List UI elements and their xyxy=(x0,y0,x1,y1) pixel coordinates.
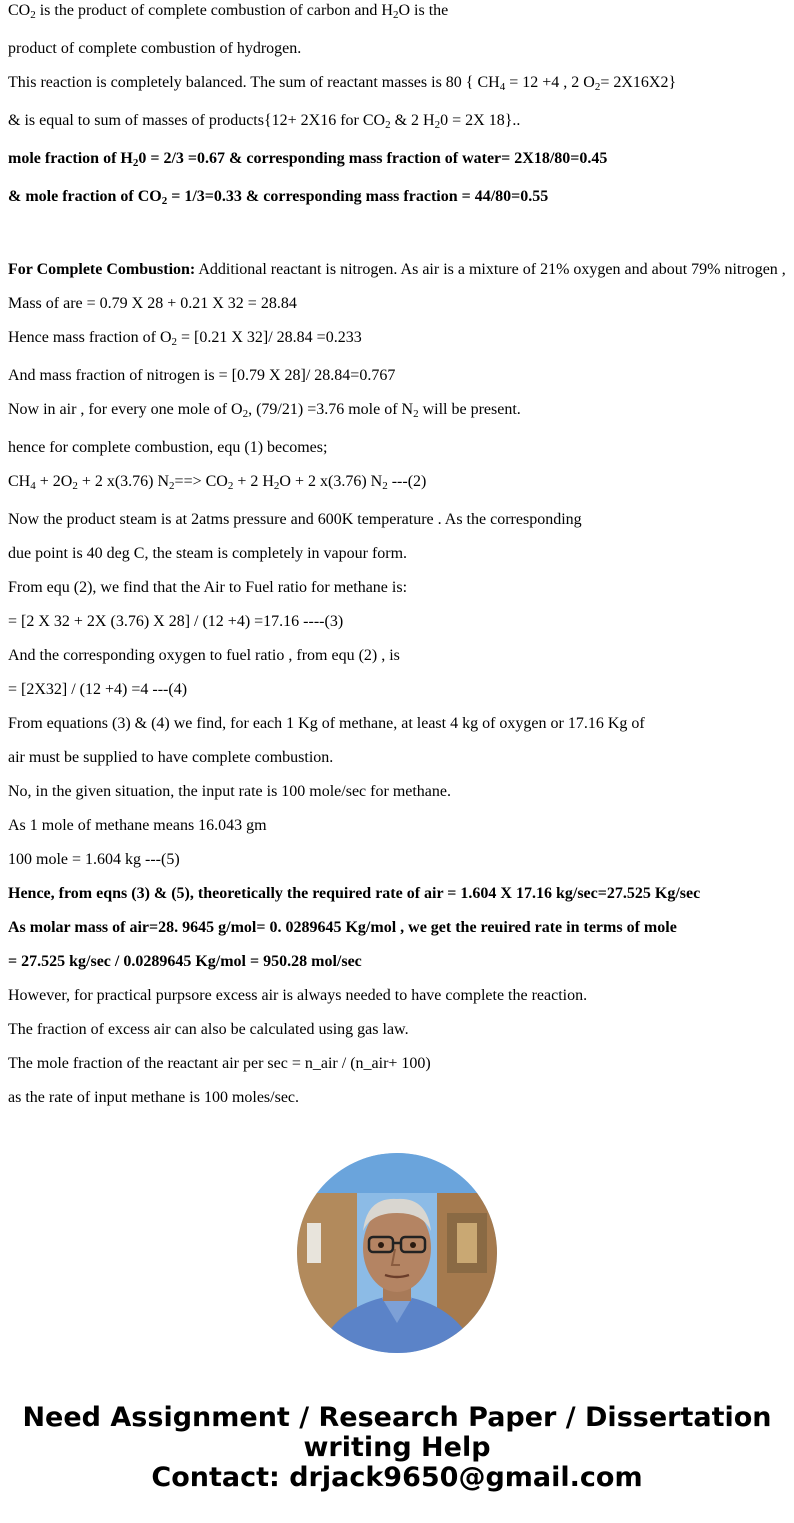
text-line: No, in the given situation, the input rate is 100 mole/sec for methane. xyxy=(8,783,452,800)
text-line: Now in air , for every one mole of $O_2$, (79/21) =3.76 mole of $N_2$ will be present. xyxy=(8,401,521,420)
cta-line-1: Need Assignment / Research Paper / Dissertation xyxy=(22,1402,772,1433)
text-line: product of complete combustion of hydrogen. xyxy=(8,40,302,57)
text-line: $CO_2$ is the product of complete combustion of carbon and $H_2O$ is the xyxy=(8,2,449,21)
text-line: mole fraction of $H_20 = 2/3 =0.67$ & corresponding mass fraction of water= 2X18/80=0.45 xyxy=(8,150,608,169)
text-line: = [2 X 32 + 2X (3.76) X 28] / (12 +4) =17.16 ----(3) xyxy=(8,613,344,630)
author-avatar xyxy=(297,1153,497,1353)
subscript: 2 xyxy=(413,408,419,420)
text-line: 100 mole = 1.604 kg ---(5) xyxy=(8,851,180,868)
text-line: due point is 40 deg C, the steam is completely in vapour form. xyxy=(8,545,408,562)
text-line: And mass fraction of nitrogen is = [0.79 X 28]/ 28.84=0.767 xyxy=(8,367,396,384)
text-line: Hence, from eqns (3) & (5), theoretically the required rate of air = 1.604 X 17.16 kg/sec=27.525 Kg/sec xyxy=(8,885,701,902)
subscript: 2 xyxy=(132,157,139,169)
subscript: 2 xyxy=(72,480,78,492)
subscript: 2 xyxy=(594,81,601,93)
portrait-image xyxy=(297,1153,497,1353)
subscript: 2 xyxy=(382,480,388,492)
text-line: The fraction of excess air can also be calculated using gas law. xyxy=(8,1021,409,1038)
subscript: 2 xyxy=(227,480,234,492)
text-line: & mole fraction of $CO_2 = 1/3=0.33$ & corresponding mass fraction = 44/80=0.55 xyxy=(8,188,549,207)
subscript: 2 xyxy=(434,119,441,131)
subscript: 2 xyxy=(169,480,175,492)
subscript: 2 xyxy=(242,408,249,420)
contact-banner xyxy=(0,1403,794,1493)
text-line: hence for complete combustion, equ (1) becomes; xyxy=(8,439,328,456)
section-heading: For Complete Combustion: xyxy=(8,261,196,278)
text-line: = 27.525 kg/sec / 0.0289645 Kg/mol = 950.28 mol/sec xyxy=(8,953,362,970)
text-line: as the rate of input methane is 100 moles/sec. xyxy=(8,1089,300,1106)
cta-line-3: Contact: drjack9650@gmail.com xyxy=(151,1462,643,1493)
text-line: From equations (3) & (4) we find, for each 1 Kg of methane, at least 4 kg of oxygen or 17.16 Kg of xyxy=(8,715,645,732)
text-line: air must be supplied to have complete combustion. xyxy=(8,749,334,766)
text-line: From equ (2), we find that the Air to Fuel ratio for methane is: xyxy=(8,579,408,596)
subscript: 2 xyxy=(385,119,391,131)
subscript: 4 xyxy=(30,480,36,492)
text-line: & is equal to sum of masses of products{12+ 2X16 for $CO_2$ & 2 $H_20 = 2X$ 18}.. xyxy=(8,112,521,131)
subscript: 2 xyxy=(392,9,399,21)
text-line: = [2X32] / (12 +4) =4 ---(4) xyxy=(8,681,188,698)
text-line: The mole fraction of the reactant air per sec = n_air / (n_air+ 100) xyxy=(8,1055,431,1072)
text-line: Mass of are = 0.79 X 28 + 0.21 X 32 = 28.84 xyxy=(8,295,297,312)
text-line: $CH_4 + 2O_2 + 2$ x(3.76) $N_2==> CO_2 + 2$ $H_2O + 2$ x(3.76) $N_2$ ---(2) xyxy=(8,473,427,492)
text-line: This reaction is completely balanced. The sum of reactant masses is 80 { $CH_4 = 12 +4$ , 2 $O_2= 2X16X2$} xyxy=(8,74,677,93)
text-line: As 1 mole of methane means 16.043 gm xyxy=(8,817,267,834)
text-line: Now the product steam is at 2atms pressure and 600K temperature . As the corresponding xyxy=(8,511,582,528)
subscript: 2 xyxy=(171,336,177,348)
text-line: For Complete Combustion: Additional reactant is nitrogen. As air is a mixture of 21% oxygen and about 79% nitrogen , xyxy=(8,261,786,278)
text-line: And the corresponding oxygen to fuel ratio , from equ (2) , is xyxy=(8,647,400,664)
subscript: 4 xyxy=(499,81,506,93)
subscript: 2 xyxy=(30,9,36,21)
cta-line-2: writing Help xyxy=(303,1432,491,1463)
text-line: As molar mass of air=28. 9645 g/mol= 0. 0289645 Kg/mol , we get the reuired rate in terms of mole xyxy=(8,919,677,936)
subscript: 2 xyxy=(273,480,280,492)
text-line: However, for practical purpsore excess air is always needed to have complete the reaction. xyxy=(8,987,588,1004)
text-line: Hence mass fraction of $O_2 = [0.21$ X 32]/ 28.84 =0.233 xyxy=(8,329,362,348)
subscript: 2 xyxy=(161,195,168,207)
